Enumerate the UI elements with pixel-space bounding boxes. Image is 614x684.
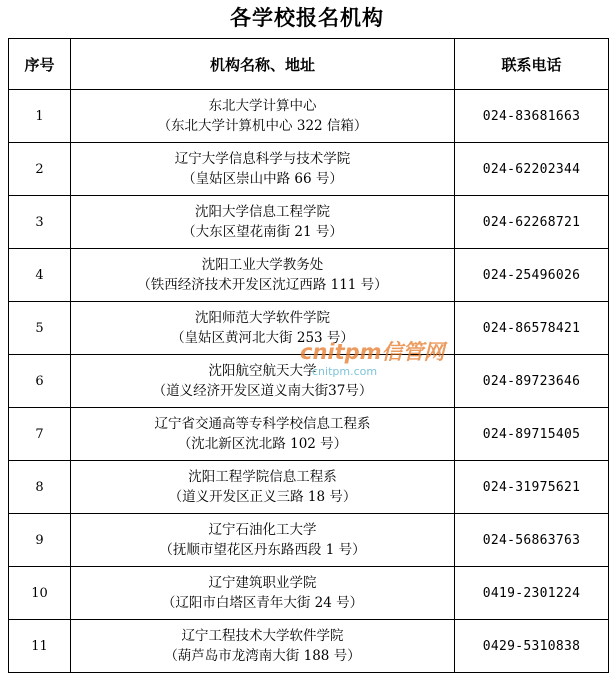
institution-cell [71, 196, 455, 249]
institution-name: 辽宁省交通高等专科学校信息工程系 [154, 416, 371, 432]
institution-name: 东北大学计算中心 [208, 98, 317, 114]
row-number: 9 [9, 514, 71, 567]
institution-name: 辽宁石油化工大学 [208, 522, 317, 538]
table-row [9, 143, 609, 196]
table-row [9, 567, 609, 620]
institution-address: （沈北新区沈北路 102 号） [177, 436, 348, 452]
institution-name: 沈阳工业大学教务处 [201, 257, 324, 273]
header-no: 序号 [9, 39, 71, 90]
table-row [9, 620, 609, 673]
institution-cell [71, 620, 455, 673]
phone-number: 024-83681663 [455, 90, 609, 143]
phone-number: 024-62202344 [455, 143, 609, 196]
phone-number: 024-89715405 [455, 408, 609, 461]
institution-address: （皇姑区崇山中路 66 号） [182, 171, 343, 187]
institution-table [8, 38, 609, 673]
header-name: 机构名称、地址 [71, 39, 455, 90]
row-number: 3 [9, 196, 71, 249]
phone-number: 024-25496026 [455, 249, 609, 302]
table-row [9, 249, 609, 302]
phone-number: 024-62268721 [455, 196, 609, 249]
institution-cell [71, 355, 455, 408]
watermark-url: cnitpm.com [312, 365, 378, 378]
row-number: 5 [9, 302, 71, 355]
institution-address: （大东区望花南街 21 号） [182, 224, 343, 240]
row-number: 2 [9, 143, 71, 196]
row-number: 8 [9, 461, 71, 514]
row-number: 4 [9, 249, 71, 302]
institution-cell [71, 90, 455, 143]
institution-address: （皇姑区黄河北大街 253 号） [171, 330, 354, 346]
institution-address: （道义经济开发区道义南大街37号） [152, 383, 373, 399]
table-row [9, 408, 609, 461]
institution-cell [71, 249, 455, 302]
institution-cell [71, 567, 455, 620]
phone-number: 024-56863763 [455, 514, 609, 567]
table-body [9, 90, 609, 673]
institution-name: 辽宁大学信息科学与技术学院 [174, 151, 351, 167]
header-phone: 联系电话 [455, 39, 609, 90]
row-number: 7 [9, 408, 71, 461]
institution-address: （抚顺市望花区丹东路西段 1 号） [159, 542, 366, 558]
table-row [9, 355, 609, 408]
institution-cell [71, 408, 455, 461]
institution-name: 沈阳工程学院信息工程系 [188, 469, 337, 485]
table-header-row [9, 39, 609, 90]
institution-name: 辽宁建筑职业学院 [208, 575, 317, 591]
institution-name: 辽宁工程技术大学软件学院 [181, 628, 344, 644]
institution-cell [71, 461, 455, 514]
phone-number: 024-89723646 [455, 355, 609, 408]
row-number: 11 [9, 620, 71, 673]
row-number: 6 [9, 355, 71, 408]
table-row [9, 514, 609, 567]
institution-address: （葫芦岛市龙湾南大街 188 号） [164, 648, 361, 664]
row-number: 1 [9, 90, 71, 143]
phone-number: 024-86578421 [455, 302, 609, 355]
table-row [9, 90, 609, 143]
institution-cell [71, 143, 455, 196]
phone-number: 024-31975621 [455, 461, 609, 514]
institution-address: （东北大学计算机中心 322 信箱） [157, 118, 368, 134]
institution-address: （辽阳市白塔区青年大街 24 号） [161, 595, 364, 611]
phone-number: 0419-2301224 [455, 567, 609, 620]
watermark-logo: cnitpm信管网 [300, 340, 445, 364]
institution-name: 沈阳师范大学软件学院 [195, 310, 330, 326]
table-row [9, 461, 609, 514]
institution-address: （铁西经济技术开发区沈辽西路 111 号） [137, 277, 388, 293]
page-title: 各学校报名机构 [230, 6, 384, 30]
institution-cell [71, 514, 455, 567]
institution-name: 沈阳大学信息工程学院 [195, 204, 330, 220]
row-number: 10 [9, 567, 71, 620]
table-row [9, 302, 609, 355]
institution-name: 沈阳航空航天大学 [208, 363, 317, 379]
institution-address: （道义开发区正义三路 18 号） [168, 489, 357, 505]
institution-cell [71, 302, 455, 355]
table-row [9, 196, 609, 249]
phone-number: 0429-5310838 [455, 620, 609, 673]
